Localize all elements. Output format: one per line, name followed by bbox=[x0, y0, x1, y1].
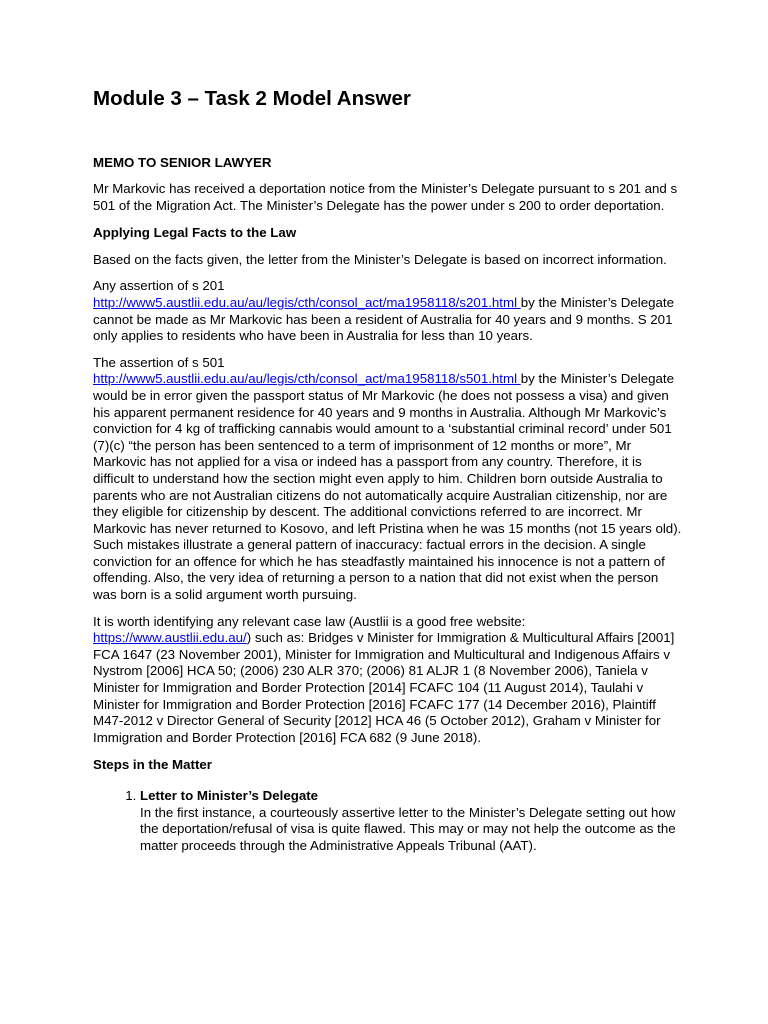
s501-text: by the Minister’s Delegate would be in error given the passport status of Mr Markovic (he does not possess a visa) and given his apparent permanent residence for 40 years and 9 months in Australia. Although Mr Markovic’s conviction for 4 kg of trafficking cannabis would amount to a ‘substantial criminal record’ under 501 (7)(c) “the person has been sentenced to a term of imprisonment of 12 months or more”, Mr Markovic has not applied for a visa or indeed has a passport from any country. Therefore, it is difficult to understand how the section might even apply to him. Children born outside Australia to parents who are not Australian citizens do not automatically acquire Australian citizenship, nor are they eligible for citizenship by descent. The additional convictions referred to are incorrect. Mr Markovic has never returned to Kosovo, and left Pristina when he was 15 months (not 15 years old). Such mistakes illustrate a general pattern of inaccuracy: factual errors in the decision. A single conviction for an offence for which he has steadfastly maintained his innocence is not a pattern of offending. Also, the very idea of returning a person to a nation that did not exist when the person was born is a solid argument worth pursuing. bbox=[93, 371, 682, 603]
s201-lead: Any assertion of s 201 bbox=[93, 278, 225, 294]
section-heading-legal-facts: Applying Legal Facts to the Law bbox=[93, 225, 297, 241]
s201-link[interactable]: http://www5.austlii.edu.au/au/legis/cth/consol_act/ma1958118/s201.html bbox=[93, 294, 521, 310]
facts-paragraph: Based on the facts given, the letter from the Minister’s Delegate is based on incorrect information. bbox=[93, 251, 667, 267]
caselaw-paragraph bbox=[93, 614, 683, 747]
list-item bbox=[140, 788, 683, 854]
s501-lead: The assertion of s 501 bbox=[93, 354, 225, 370]
step-title: Letter to Minister’s Delegate bbox=[140, 788, 319, 803]
caselaw-lead: It is worth identifying any relevant case law (Austlii is a good free website: bbox=[93, 613, 526, 629]
memo-title: MEMO TO SENIOR LAWYER bbox=[93, 155, 272, 170]
s501-link[interactable]: http://www5.austlii.edu.au/au/legis/cth/consol_act/ma1958118/s501.html bbox=[93, 371, 521, 387]
caselaw-text: ) such as: Bridges v Minister for Immigration & Multicultural Affairs [2001] FCA 1647 (23 November 2001), Minister for Immigration and Multicultural and Indigenous Affairs v Nystrom [2006] HCA 50; (2006) 230 ALR 370; (2006) 81 ALJR 1 (8 November 2006), Taniela v Minister for Immigration and Border Protection [2014] FCAFC 104 (11 August 2014), Taulahi v Minister for Immigration and Border Protection [2016] FCAFC 177 (14 December 2016), Plaintiff M47-2012 v Director General of Security [2012] HCA 46 (5 October 2012), Graham v Minister for Immigration and Border Protection [2016] FCA 682 (9 June 2018). bbox=[93, 630, 675, 745]
s201-text: by the Minister’s Delegate cannot be made as Mr Markovic has been a resident of Australia for 40 years and 9 months. S 201 only applies to residents who have been in Australia for less than 10 years. bbox=[93, 294, 674, 344]
intro-paragraph: Mr Markovic has received a deportation notice from the Minister’s Delegate pursuant to s 201 and s 501 of the Migration Act. The Minister’s Delegate has the power under s 200 to order deportation. bbox=[93, 181, 678, 213]
page-title: Module 3 – Task 2 Model Answer bbox=[93, 87, 411, 110]
steps-list bbox=[93, 788, 683, 854]
austlii-link[interactable]: https://www.austlii.edu.au/ bbox=[93, 630, 247, 646]
s501-paragraph bbox=[93, 355, 683, 604]
step-body: In the first instance, a courteously assertive letter to the Minister’s Delegate setting out how the deportation/refusal of visa is quite flawed. This may or may not help the outcome as the matter proceeds through the Administrative Appeals Tribunal (AAT). bbox=[140, 804, 676, 853]
s201-paragraph bbox=[93, 278, 683, 344]
section-heading-steps: Steps in the Matter bbox=[93, 757, 212, 773]
document-body bbox=[93, 86, 683, 854]
